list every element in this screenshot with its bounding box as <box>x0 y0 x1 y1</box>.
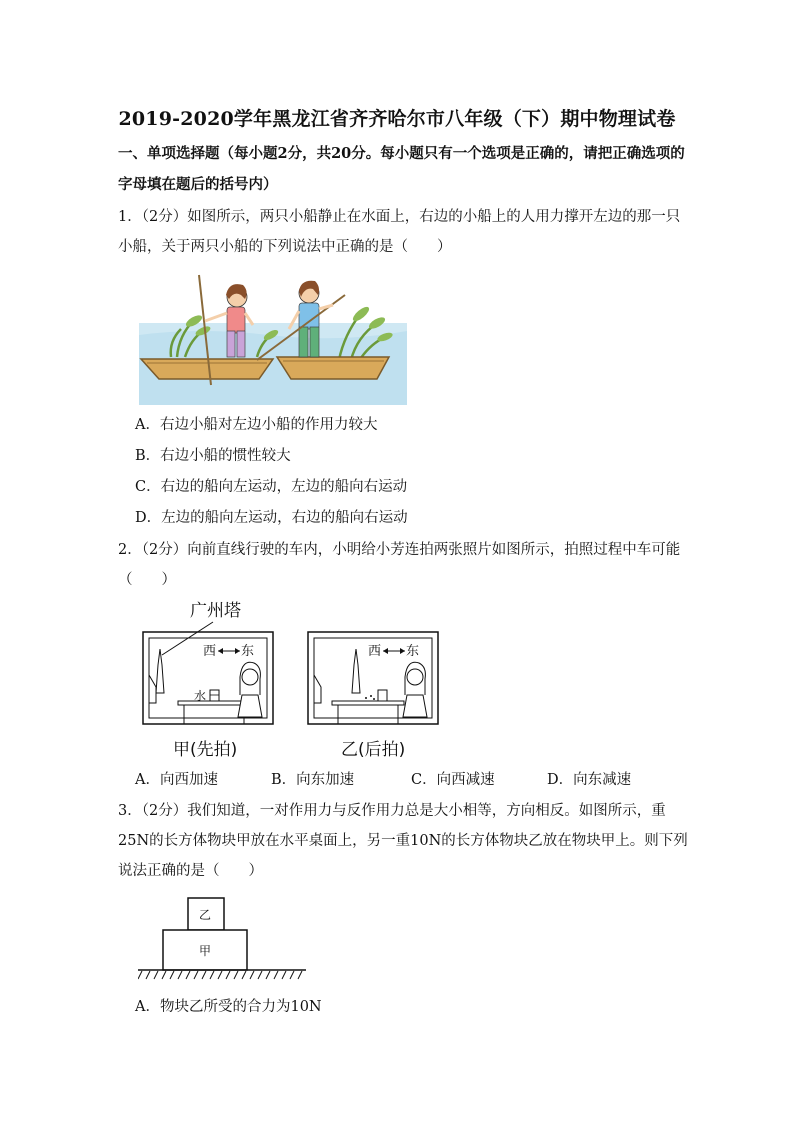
q3-blocks-figure <box>138 895 308 983</box>
east-label-right: 东 <box>406 644 420 659</box>
q1-option-c: C．右边的船向左运动，左边的船向右运动 <box>135 479 408 495</box>
q2-car-figure <box>138 595 448 765</box>
section-heading: 一、单项选择题（每小题2分，共20分。每小题只有一个选项是正确的，请把正确选项的字母填在题后的括号内） <box>118 145 685 193</box>
q1-boats-figure <box>139 265 407 405</box>
caption-left: 甲(先拍) <box>173 740 238 760</box>
q2-options <box>135 768 695 789</box>
q2-option-b: B．向东加速 <box>271 772 355 788</box>
west-label-left: 西 <box>203 644 217 659</box>
block-yi-label: 乙 <box>199 908 212 922</box>
question-3-stem: 3．（2分）我们知道，一对作用力与反作用力总是大小相等，方向相反。如图所示，重25N的长方体物块甲放在水平桌面上，另一重10N的长方体物块乙放在物块甲上。则下列说法正确的是（ ） <box>118 803 688 879</box>
west-label-right: 西 <box>368 644 382 659</box>
question-2-stem: 2．（2分）向前直线行驶的车内，小明给小芳连拍两张照片如图所示，拍照过程中车可能（ ） <box>118 542 681 588</box>
q1-option-b: B．右边小船的惯性较大 <box>135 448 291 464</box>
tower-label: 广州塔 <box>190 601 241 621</box>
q1-option-d: D．左边的船向左运动，右边的船向右运动 <box>135 510 408 526</box>
caption-right: 乙(后拍) <box>341 740 406 760</box>
q2-option-d: D．向东减速 <box>547 772 632 788</box>
q1-option-a: A．右边小船对左边小船的作用力较大 <box>135 417 378 433</box>
q3-option-a: A．物块乙所受的合力为10N <box>135 999 322 1015</box>
cup-label: 水 <box>194 689 207 703</box>
east-label-left: 东 <box>241 644 255 659</box>
question-1-stem: 1．（2分）如图所示，两只小船静止在水面上，右边的小船上的人用力撑开左边的那一只小船，关于两只小船的下列说法中正确的是（ ） <box>118 209 681 255</box>
q2-option-c: C．向西减速 <box>411 772 495 788</box>
page-title: 2019-2020学年黑龙江省齐齐哈尔市八年级（下）期中物理试卷 <box>118 108 676 130</box>
q2-option-a: A．向西加速 <box>135 772 218 788</box>
block-jia-label: 甲 <box>199 944 212 958</box>
